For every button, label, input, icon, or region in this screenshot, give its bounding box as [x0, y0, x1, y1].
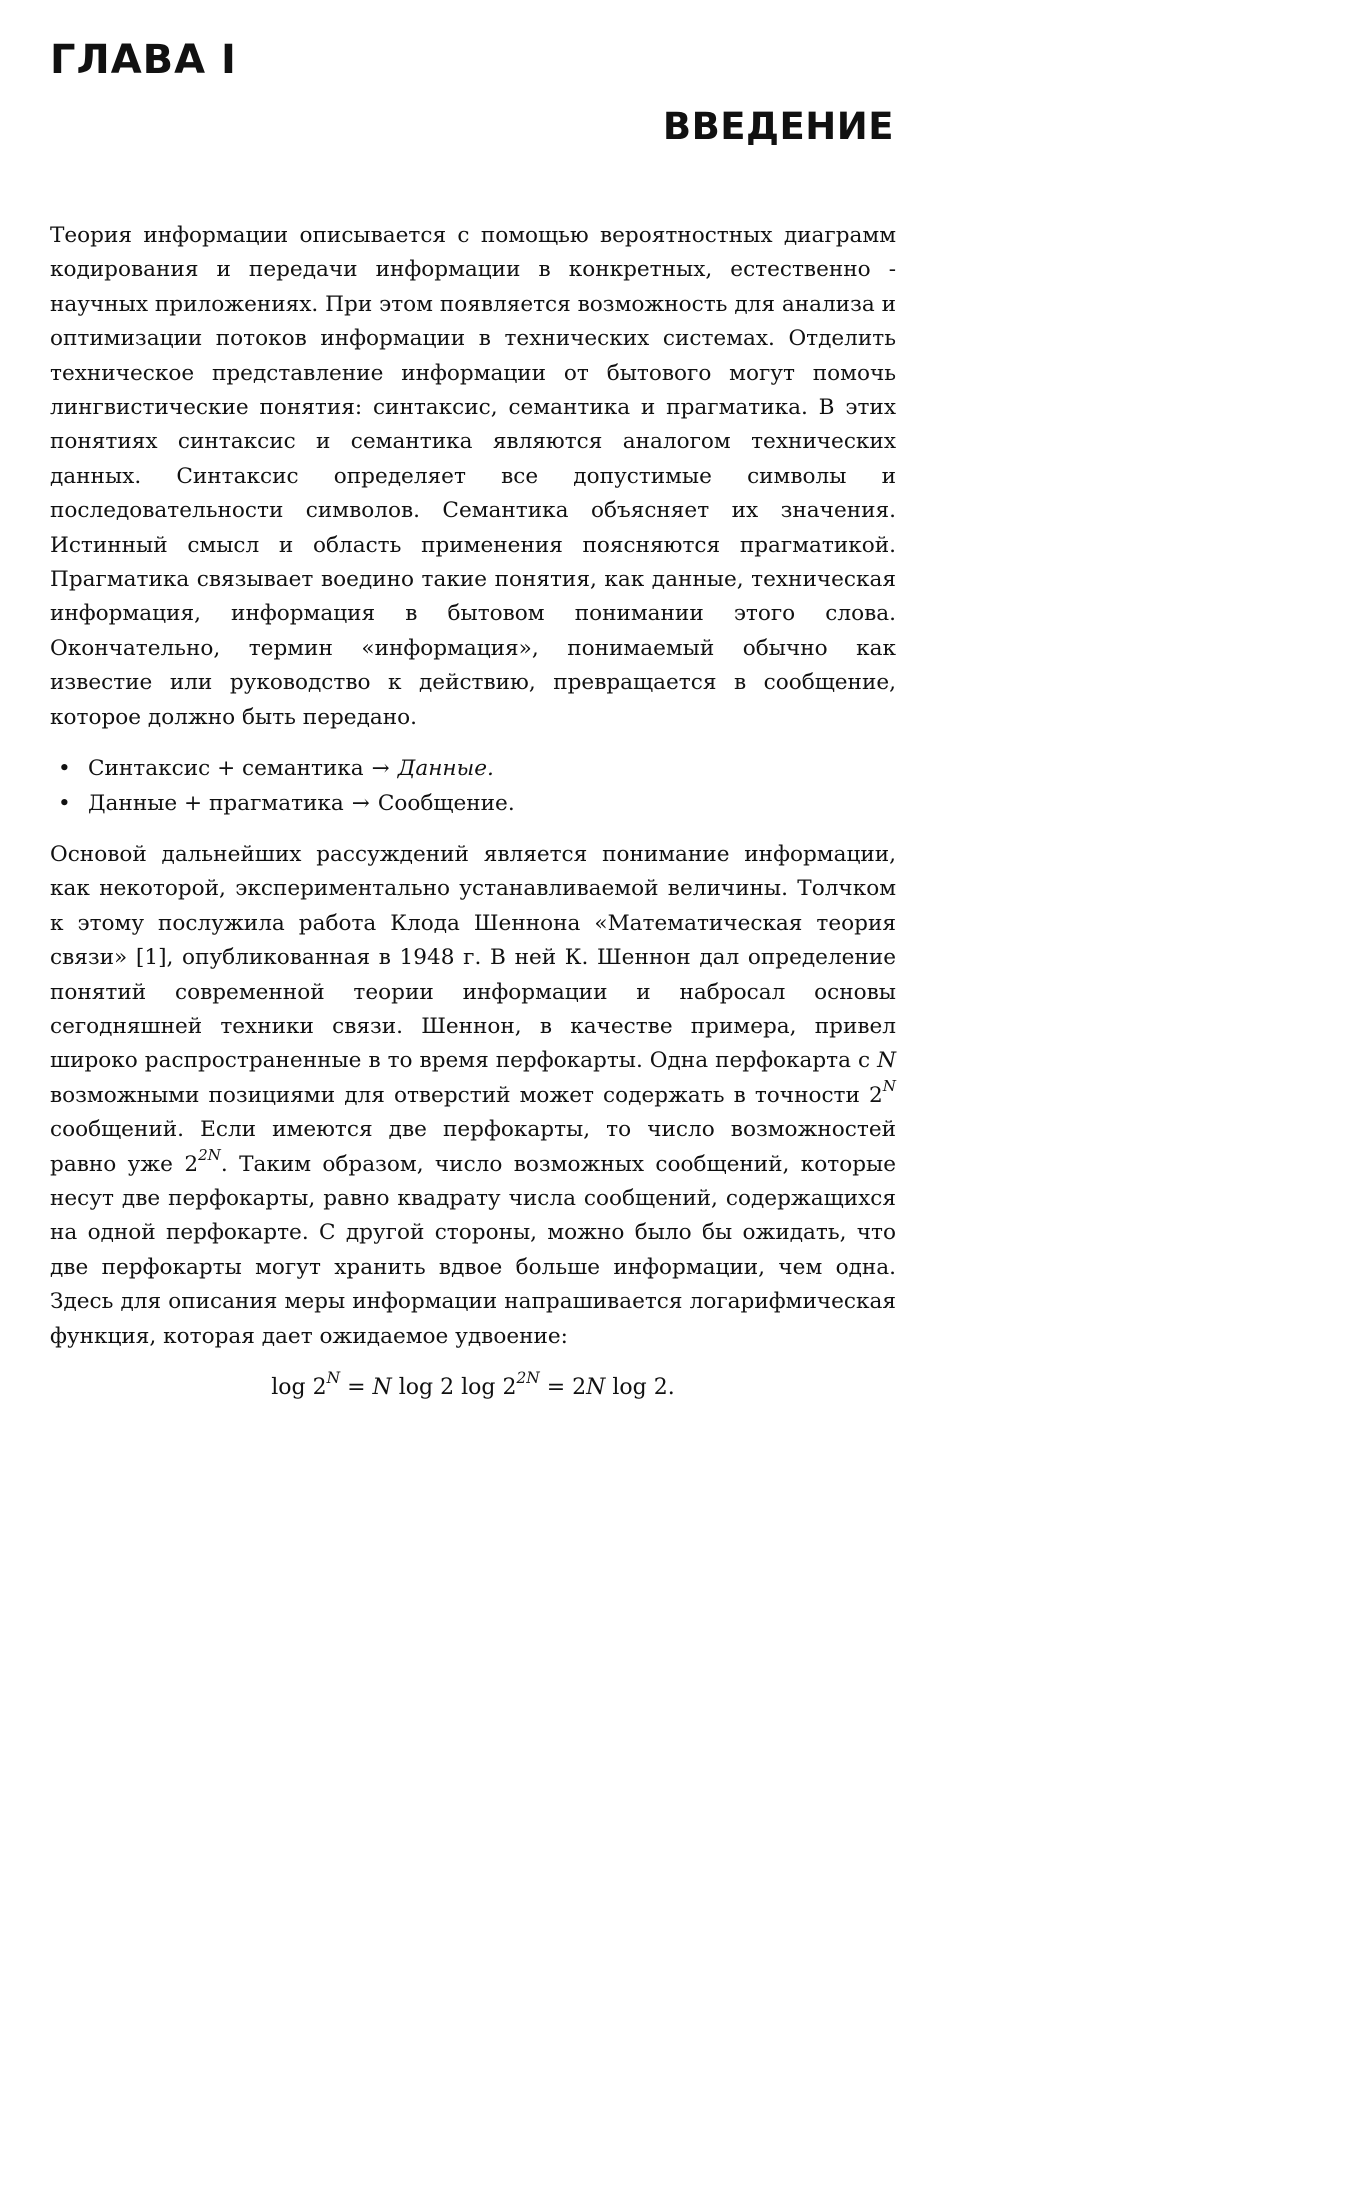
- formula-variable: N: [586, 1375, 606, 1400]
- list-item-message: [58, 787, 896, 821]
- list-item-data: [58, 752, 896, 786]
- chapter-number: ГЛАВА I: [50, 37, 237, 83]
- shannon-text-1: Основой дальнейших рассуждений является понимание информации, как некоторой, экспериментально устанавливаемой величины. Толчком к этому послужила работа Клода Шеннона «Математическая теория связи» [1], опубликованная в 1948 г. В ней К. Шеннон дал определение понятий современной теории информации и набросал основы сегодняшней техники связи. Шеннон, в качестве примера, привел широко распространенные в то время перфокарты. Одна перфокарта с: [50, 841, 896, 1074]
- formula-exponent: N: [326, 1369, 341, 1388]
- page-body: [50, 219, 896, 1405]
- right-arrow-icon: →: [371, 756, 390, 782]
- formula-part: log 2: [271, 1375, 327, 1400]
- list-item-right: Данные.: [397, 756, 494, 782]
- shannon-paragraph: [50, 838, 896, 1354]
- shannon-text-3: сообщений. Если имеются две перфокарты, то число возможностей равно уже: [50, 1117, 896, 1177]
- right-arrow-icon: →: [351, 790, 370, 816]
- list-item-left: Данные + прагматика: [88, 790, 344, 816]
- book-page: [0, 0, 960, 1548]
- power-exponent: N: [882, 1077, 896, 1096]
- log-formula: [50, 1371, 896, 1405]
- power-base: 2: [869, 1082, 883, 1108]
- shannon-text-2: возможными позициями для отверстий может содержать в точности: [50, 1082, 860, 1108]
- chapter-title: ВВЕДЕНИЕ: [662, 105, 894, 148]
- variable-n: N: [877, 1048, 896, 1074]
- formula-variable: N: [372, 1375, 392, 1400]
- formula-part: log 2.: [605, 1375, 675, 1400]
- power-exponent: 2N: [198, 1146, 221, 1165]
- formula-part: log 2 log 2: [391, 1375, 517, 1400]
- formula-part: =: [340, 1375, 373, 1400]
- list-item-right: Сообщение.: [377, 790, 515, 816]
- shannon-text-4: . Таким образом, число возможных сообщений, которые несут две перфокарты, равно квадрату числа сообщений, содержащихся на одной перфокарте. С другой стороны, можно было бы ожидать, что две перфокарты могут хранить вдвое больше информации, чем одна. Здесь для описания меры информации напрашивается логарифмическая функция, которая дает ожидаемое удвоение:: [50, 1151, 897, 1349]
- power-base: 2: [184, 1151, 199, 1177]
- intro-paragraph: Теория информации описывается с помощью вероятностных диаграмм кодирования и передачи информации в конкретных, естественно - научных приложениях. При этом появляется возможность для анализа и оптимизации потоков информации в технических системах. Отделить техническое представление информации от бытового могут помочь лингвистические понятия: синтаксис, семантика и прагматика. В этих понятиях синтаксис и семантика являются аналогом технических данных. Синтаксис определяет все допустимые символы и последовательности символов. Семантика объясняет их значения. Истинный смысл и область применения поясняются прагматикой. Прагматика связывает воедино такие понятия, как данные, техническая информация, информация в бытовом понимании этого слова. Окончательно, термин «информация», понимаемый обычно как известие или руководство к действию, превращается в сообщение, которое должно быть передано.: [50, 223, 896, 730]
- formula-exponent: 2N: [516, 1369, 540, 1388]
- definitions-list: [50, 752, 896, 821]
- bullet-icon: •: [58, 790, 71, 816]
- list-item-left: Синтаксис + семантика: [88, 756, 364, 782]
- formula-part: = 2: [539, 1375, 587, 1400]
- bullet-icon: •: [58, 756, 71, 782]
